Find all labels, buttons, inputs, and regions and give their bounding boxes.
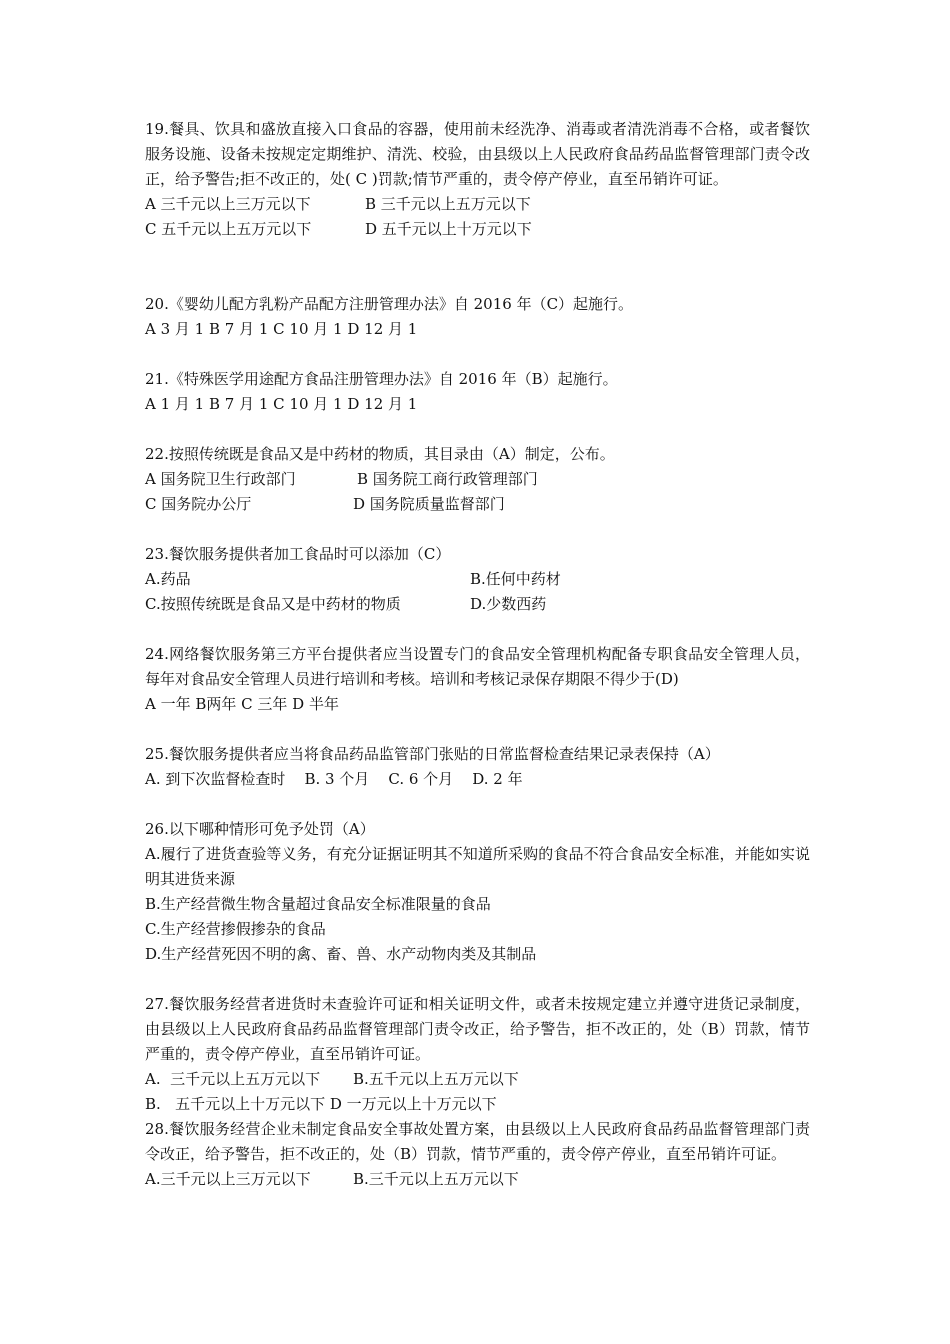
question-27-stem: 27.餐饮服务经营者进货时未查验许可证和相关证明文件，或者未按规定建立并遵守进货记录制度，由县级以上人民政府食品药品监督管理部门责令改正，给予警告，拒不改正的，处（B）罚款，情节严重的，责令停产停业，直至吊销许可证。 (145, 995, 810, 1063)
option-a: A.履行了进货查验等义务，有充分证据证明其不知道所采购的食品不符合食品安全标准，并能如实说明其进货来源 (145, 845, 810, 888)
option-a: A.三千元以上三万元以下 (145, 1170, 311, 1188)
option-a: A. 三千元以上五万元以下 (145, 1070, 321, 1088)
question-23-options-row-1 (145, 567, 810, 592)
option-c: C 国务院办公厅 (145, 495, 252, 513)
option-b: B 三千元以上五万元以下 (365, 195, 531, 213)
question-21 (145, 367, 810, 417)
question-22-stem: 22.按照传统既是食品又是中药材的物质，其目录由（A）制定，公布。 (145, 445, 615, 463)
option-d: D 国务院质量监督部门 (353, 495, 505, 513)
question-22 (145, 442, 810, 517)
question-27-options-row-2 (145, 1092, 810, 1117)
option-d: D.少数西药 (470, 595, 547, 613)
option-b: B.三千元以上五万元以下 (353, 1170, 519, 1188)
question-25 (145, 742, 810, 792)
question-26 (145, 817, 810, 967)
question-21-options: A 1 月 1 B 7 月 1 C 10 月 1 D 12 月 1 (145, 395, 418, 413)
question-24-options: A 一年 B两年 C 三年 D 半年 (145, 695, 339, 713)
question-27-options-row-1 (145, 1067, 810, 1092)
question-19-options-row-2 (145, 217, 810, 242)
question-28-options-row-1 (145, 1167, 810, 1192)
option-d: D 五千元以上十万元以下 (365, 220, 532, 238)
option-a: A 国务院卫生行政部门 (145, 470, 296, 488)
question-24-stem: 24.网络餐饮服务第三方平台提供者应当设置专门的食品安全管理机构配备专职食品安全管理人员，每年对食品安全管理人员进行培训和考核。培训和考核记录保存期限不得少于(D) (145, 645, 810, 688)
question-27 (145, 992, 810, 1117)
question-19-stem: 19.餐具、饮具和盛放直接入口食品的容器，使用前未经洗净、消毒或者清洗消毒不合格，或者餐饮服务设施、设备未按规定定期维护、清洗、校验，由县级以上人民政府食品药品监督管理部门责令改正，给予警告;拒不改正的，处( C )罚款;情节严重的，责令停产停业，直至吊销许可证。 (145, 120, 810, 188)
question-21-stem: 21.《特殊医学用途配方食品注册管理办法》自 2016 年（B）起施行。 (145, 370, 618, 388)
question-24 (145, 642, 810, 717)
question-25-stem: 25.餐饮服务提供者应当将食品药品监管部门张贴的日常监督检查结果记录表保持（A） (145, 745, 720, 763)
option-b: B 国务院工商行政管理部门 (357, 470, 538, 488)
option-b: B.任何中药材 (470, 570, 561, 588)
option-b-d: B. 五千元以上十万元以下 D 一万元以上十万元以下 (145, 1095, 497, 1113)
option-c: C.按照传统既是食品又是中药材的物质 (145, 595, 401, 613)
option-a: A 三千元以上三万元以下 (145, 195, 311, 213)
question-23-options-row-2 (145, 592, 810, 617)
question-23 (145, 542, 810, 617)
question-28 (145, 1117, 810, 1192)
option-b: B.生产经营微生物含量超过食品安全标准限量的食品 (145, 895, 491, 913)
question-20-options: A 3 月 1 B 7 月 1 C 10 月 1 D 12 月 1 (145, 320, 418, 338)
question-28-stem: 28.餐饮服务经营企业未制定食品安全事故处置方案，由县级以上人民政府食品药品监督管理部门责令改正，给予警告，拒不改正的，处（B）罚款，情节严重的，责令停产停业，直至吊销许可证。 (145, 1120, 810, 1163)
question-20 (145, 292, 810, 342)
question-22-options-row-2 (145, 492, 810, 517)
question-23-stem: 23.餐饮服务提供者加工食品时可以添加（C） (145, 545, 451, 563)
question-20-stem: 20.《婴幼儿配方乳粉产品配方注册管理办法》自 2016 年（C）起施行。 (145, 295, 634, 313)
option-a: A.药品 (145, 570, 191, 588)
option-c: C 五千元以上五万元以下 (145, 220, 312, 238)
question-26-stem: 26.以下哪种情形可免予处罚（A） (145, 820, 375, 838)
question-25-options: A. 到下次监督检查时 B. 3 个月 C. 6 个月 D. 2 年 (145, 770, 523, 788)
question-19-options-row-1 (145, 192, 810, 217)
question-22-options-row-1 (145, 467, 810, 492)
option-d: D.生产经营死因不明的禽、畜、兽、水产动物肉类及其制品 (145, 945, 537, 963)
question-19 (145, 117, 810, 242)
option-c: C.生产经营掺假掺杂的食品 (145, 920, 326, 938)
option-b: B.五千元以上五万元以下 (353, 1070, 519, 1088)
